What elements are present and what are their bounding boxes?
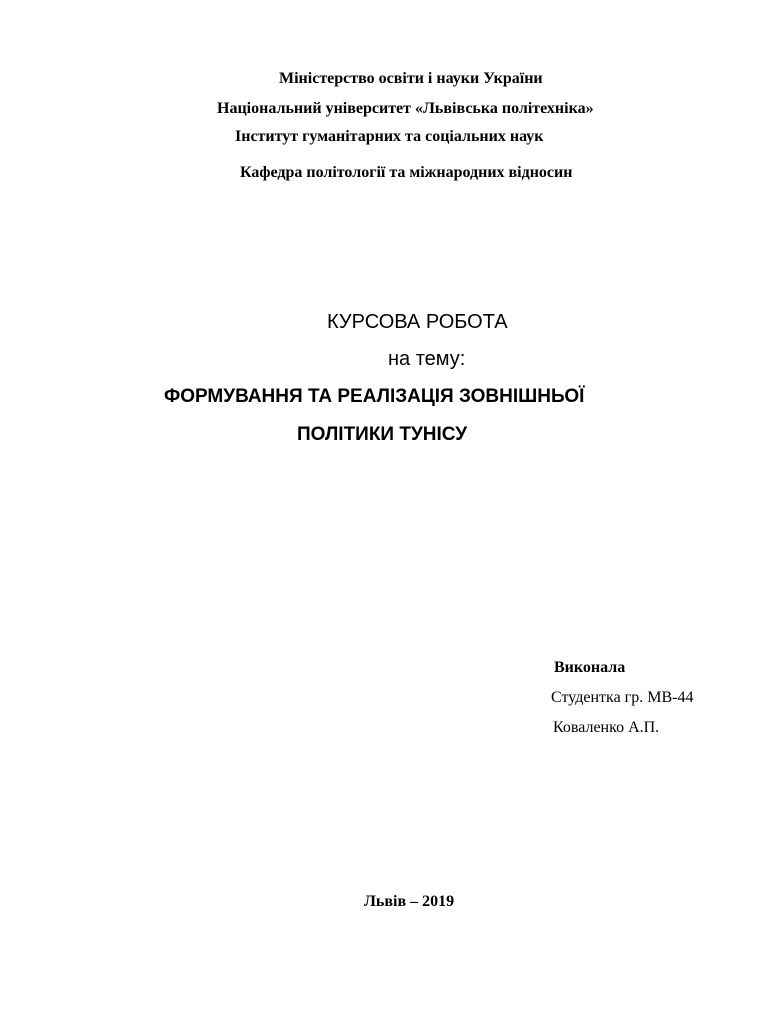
student-group: Студентка гр. МВ-44 [551, 689, 694, 706]
university-heading: Національний університет «Львівська політехніка» [217, 100, 594, 117]
department-heading: Кафедра політології та міжнародних відносин [240, 164, 573, 181]
topic-title-line-1: ФОРМУВАННЯ ТА РЕАЛІЗАЦІЯ ЗОВНІШНЬОЇ [164, 386, 585, 407]
topic-intro: на тему: [388, 348, 466, 370]
student-name: Коваленко А.П. [553, 719, 660, 736]
document-type: КУРСОВА РОБОТА [327, 311, 508, 333]
topic-title-line-2: ПОЛІТИКИ ТУНІСУ [297, 424, 468, 445]
performed-label: Виконала [554, 659, 626, 676]
institute-heading: Інститут гуманітарних та соціальних наук [235, 128, 544, 145]
ministry-heading: Міністерство освіти і науки України [279, 70, 543, 87]
city-year: Львів – 2019 [364, 893, 455, 910]
